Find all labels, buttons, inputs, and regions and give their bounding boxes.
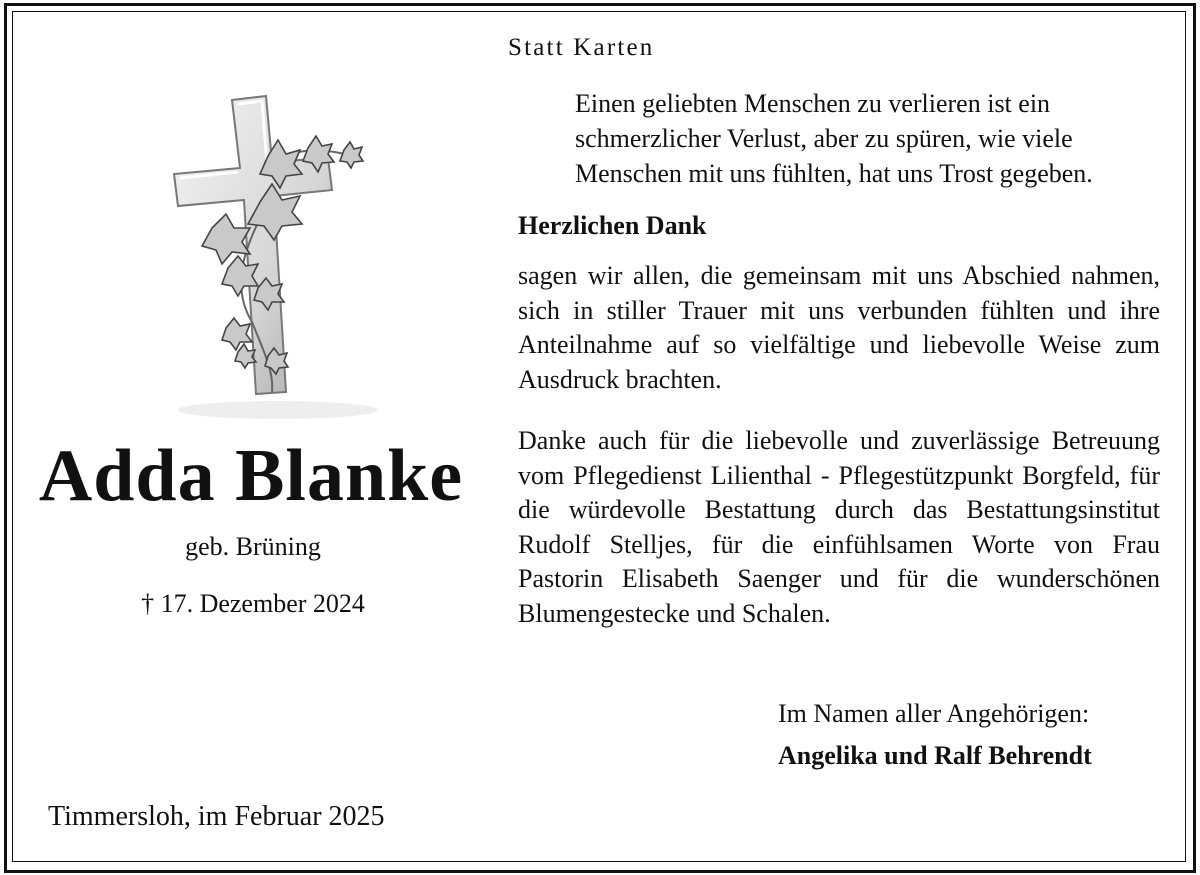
intro-line: Statt Karten (508, 34, 655, 61)
death-date: † 17. Dezember 2024 (141, 589, 365, 618)
acknowledgement-paragraph: Danke auch für die liebevolle und zuverlässige Betreuung vom Pflegedienst Lilienthal - Pflegestützpunkt Borgfeld, für die würdevolle Bestattung durch das Bestattungsinstitut Rudolf Stelljes, für die einfühlsamen Worte von Frau Pastorin Elisabeth Saenger und für die wunderschönen Blumengestecke und Schalen. (518, 426, 1160, 628)
closing-line: Im Namen aller Angehörigen: (778, 699, 1090, 728)
quote-line: Menschen mit uns fühlten, hat uns Trost gegeben. (575, 159, 1093, 188)
signers: Angelika und Ralf Behrendt (778, 741, 1092, 770)
quote-line: Einen geliebten Menschen zu verlieren ist ein (575, 89, 1051, 118)
cross-with-ivy-icon (168, 92, 408, 422)
quote-line: schmerzlicher Verlust, aber zu spüren, wie viele (575, 124, 1073, 153)
maiden-name: geb. Brüning (185, 532, 321, 561)
deceased-name: Adda Blanke (38, 435, 464, 517)
thanks-paragraph: sagen wir allen, die gemeinsam mit uns Abschied nahmen, sich in stiller Trauer mit uns verbunden fühlten und ihre Anteilnahme auf so vielfältige und liebevolle Weise zum Ausdruck brachten. (518, 261, 1160, 394)
place-and-date: Timmersloh, im Februar 2025 (48, 801, 385, 832)
thanks-heading: Herzlichen Dank (518, 211, 707, 240)
quote-block (575, 86, 1175, 191)
